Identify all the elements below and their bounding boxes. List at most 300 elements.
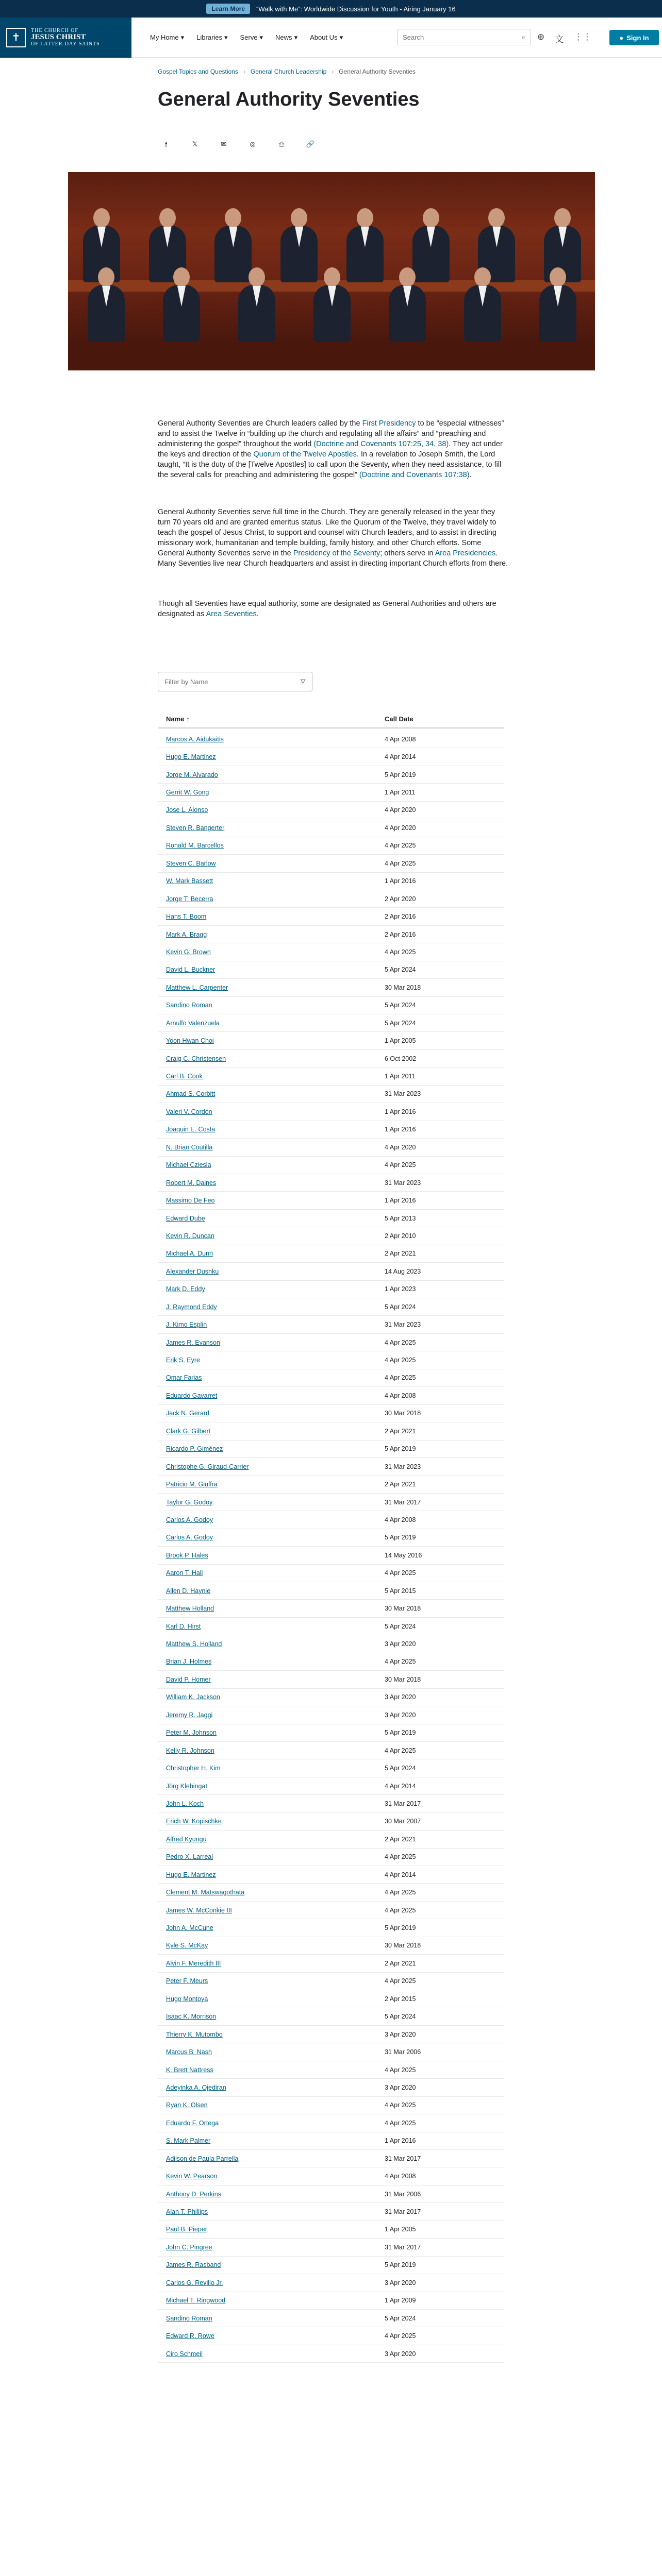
learn-more-button[interactable]: Learn More	[206, 4, 250, 14]
language-icon[interactable]: ⊕	[537, 32, 545, 42]
call-date: 4 Apr 2025	[385, 1747, 416, 1754]
table-row	[158, 1103, 504, 1121]
seventy-name-link[interactable]: W. Mark Bassett	[166, 877, 213, 885]
nav-links	[150, 33, 343, 42]
seventy-name-link[interactable]: Kevin W. Pearson	[166, 2173, 218, 2180]
seventy-name-link[interactable]: Alvin F. Meredith III	[166, 1959, 221, 1967]
table-row	[158, 1955, 504, 1972]
call-date: 4 Apr 2008	[385, 1516, 416, 1523]
nav-link-my-home[interactable]: My Home ▾	[150, 33, 185, 41]
top-navigation	[0, 18, 662, 58]
table-row	[158, 2327, 504, 2345]
table-row	[158, 1227, 504, 1245]
table-row	[158, 1990, 504, 2008]
search-input[interactable]: Search ⌕	[397, 29, 531, 45]
call-date: 4 Apr 2025	[385, 1161, 416, 1169]
call-date: 30 Mar 2018	[385, 1410, 421, 1417]
seventy-name-link[interactable]: Brook P. Hales	[166, 1551, 208, 1559]
print-icon[interactable]: ⎙	[278, 140, 285, 148]
table-row	[158, 979, 504, 996]
table-row	[158, 2257, 504, 2274]
seventy-name-link[interactable]: Jack N. Gerard	[166, 1410, 210, 1417]
search-icon[interactable]: ⌕	[521, 33, 525, 41]
table-row	[158, 943, 504, 961]
chevron-down-icon: ▾	[259, 33, 263, 41]
filter-by-name-input[interactable]: Filter by Name ⛛	[158, 672, 312, 691]
call-date: 1 Apr 2016	[385, 877, 416, 885]
seventy-name-link[interactable]: Alan T. Phillips	[166, 2208, 208, 2216]
table-row	[158, 1157, 504, 1174]
call-date: 2 Apr 2016	[385, 913, 416, 921]
breadcrumb: Gospel Topics and Questions › General Church Leadership › General Authority Seventies	[158, 68, 416, 75]
table-row	[158, 1334, 504, 1351]
table-row	[158, 961, 504, 979]
seventy-name-link[interactable]: Sandino Roman	[166, 2314, 212, 2322]
link-dc-107-25[interactable]: (Doctrine and Covenants 107:25, 34, 38)	[313, 440, 449, 448]
call-date: 3 Apr 2020	[385, 2279, 416, 2286]
nav-link-about-us[interactable]: About Us ▾	[310, 33, 343, 41]
seventy-name-link[interactable]: Hugo E. Martinez	[166, 753, 216, 761]
seventy-name-link[interactable]: Kelly R. Johnson	[166, 1747, 214, 1754]
seventy-name-link[interactable]: David P. Homer	[166, 1675, 211, 1683]
table-row	[158, 2008, 504, 2026]
call-date: 5 Apr 2013	[385, 1214, 416, 1222]
table-row	[158, 1795, 504, 1812]
call-date: 4 Apr 2025	[385, 2119, 416, 2127]
table-row	[158, 2203, 504, 2221]
page-title: General Authority Seventies	[158, 89, 420, 110]
seventies-table-body	[158, 731, 504, 2363]
seventy-name-link[interactable]: Yoon Hwan Choi	[166, 1037, 214, 1045]
seventy-name-link[interactable]: Eduardo Gavarret	[166, 1392, 218, 1399]
seventy-name-link[interactable]: Alexander Dushku	[166, 1267, 219, 1275]
call-date: 30 Mar 2018	[385, 1675, 421, 1683]
table-row	[158, 2043, 504, 2061]
table-row	[158, 1067, 504, 1085]
call-date: 4 Apr 2025	[385, 2102, 416, 2109]
call-date: 4 Apr 2008	[385, 1392, 416, 1399]
seventy-name-link[interactable]: Peter M. Johnson	[166, 1729, 217, 1737]
table-row	[158, 2221, 504, 2239]
breadcrumb-current: General Authority Seventies	[339, 68, 416, 75]
table-row	[158, 766, 504, 784]
seventy-name-link[interactable]: Thierry K. Mutombo	[166, 2030, 223, 2038]
link-presidency-of-seventy[interactable]: Presidency of the Seventy	[293, 549, 380, 557]
table-row	[158, 1281, 504, 1298]
seventy-name-link[interactable]: J. Kimo Esplin	[166, 1321, 207, 1329]
seventy-name-link[interactable]: Carlos A. Godoy	[166, 1516, 213, 1523]
call-date: 3 Apr 2020	[385, 1640, 416, 1648]
call-date: 2 Apr 2016	[385, 930, 416, 938]
seventy-name-link[interactable]: Brian J. Holmes	[166, 1658, 212, 1666]
call-date: 31 Mar 2023	[385, 1179, 421, 1187]
table-row	[158, 837, 504, 855]
call-date: 1 Apr 2011	[385, 1073, 416, 1080]
seventy-name-link[interactable]: Paul B. Pieper	[166, 2226, 207, 2233]
nav-link-libraries[interactable]: Libraries ▾	[196, 33, 228, 41]
table-row	[158, 1724, 504, 1742]
table-row	[158, 2167, 504, 2185]
seventy-name-link[interactable]: Marcos A. Aidukaitis	[166, 735, 224, 743]
call-date: 2 Apr 2021	[385, 1835, 416, 1843]
link-area-presidencies[interactable]: Area Presidencies	[435, 549, 496, 557]
call-date: 4 Apr 2025	[385, 2332, 416, 2340]
call-date: 4 Apr 2025	[385, 1338, 416, 1346]
table-row	[158, 1511, 504, 1529]
chevron-down-icon: ▾	[180, 33, 185, 41]
link-dc-107-38[interactable]: (Doctrine and Covenants 107:38)	[359, 471, 470, 479]
call-date: 3 Apr 2020	[385, 2350, 416, 2358]
seventy-name-link[interactable]: Steven C. Barlow	[166, 859, 216, 867]
seventy-name-link[interactable]: Christopher H. Kim	[166, 1765, 221, 1772]
seventy-name-link[interactable]: Marcus B. Nash	[166, 2048, 212, 2056]
seventy-name-link[interactable]: Ciro Schmeil	[166, 2350, 203, 2358]
call-date: 4 Apr 2014	[385, 1782, 416, 1790]
seventy-name-link[interactable]: Clement M. Matswagothata	[166, 1889, 245, 1896]
table-row	[158, 784, 504, 801]
seventy-name-link[interactable]: Adilson de Paula Parrella	[166, 2155, 239, 2162]
seventy-name-link[interactable]: Christophe G. Giraud-Carrier	[166, 1463, 249, 1470]
table-row	[158, 1494, 504, 1511]
table-row	[158, 2114, 504, 2132]
seventy-name-link[interactable]: Edward Dube	[166, 1214, 205, 1222]
table-row	[158, 1174, 504, 1192]
seventy-name-link[interactable]: Hugo Montoya	[166, 1995, 208, 2003]
seventy-name-link[interactable]: Mark A. Bragg	[166, 930, 207, 938]
seventy-name-link[interactable]: Ricardo P. Giménez	[166, 1445, 223, 1453]
call-date: 3 Apr 2020	[385, 1711, 416, 1719]
call-date: 30 Mar 2018	[385, 984, 421, 991]
filter-funnel-icon[interactable]: ⛛	[300, 677, 306, 685]
seventy-name-link[interactable]: S. Mark Palmer	[166, 2137, 211, 2145]
call-date: 4 Apr 2025	[385, 1889, 416, 1896]
seventy-name-link[interactable]: Robert M. Daines	[166, 1179, 217, 1187]
announcement-banner	[0, 0, 662, 18]
mail-icon[interactable]: ✉	[221, 140, 227, 148]
facebook-icon[interactable]: f	[165, 140, 167, 148]
seventy-name-link[interactable]: Joaquin E. Costa	[166, 1126, 216, 1133]
seventy-name-link[interactable]: John A. McCune	[166, 1924, 213, 1932]
table-row	[158, 2345, 504, 2363]
table-row	[158, 2310, 504, 2327]
banner-text[interactable]: “Walk with Me”: Worldwide Discussion for Youth - Airing January 16	[256, 5, 456, 13]
call-date: 31 Mar 2006	[385, 2048, 421, 2056]
table-header	[158, 710, 504, 728]
call-date: 4 Apr 2025	[385, 948, 416, 956]
column-header-call-date: Call Date	[385, 715, 413, 723]
table-row	[158, 1653, 504, 1671]
call-date: 4 Apr 2025	[385, 1658, 416, 1666]
call-date: 4 Apr 2025	[385, 2066, 416, 2074]
table-row	[158, 1440, 504, 1458]
seventy-name-link[interactable]: Craig C. Christensen	[166, 1055, 226, 1062]
call-date: 5 Apr 2019	[385, 771, 416, 778]
seventy-name-link[interactable]: Ahmad S. Corbitt	[166, 1090, 216, 1098]
seventy-name-link[interactable]: Carl B. Cook	[166, 1073, 203, 1080]
table-row	[158, 1937, 504, 1955]
table-row	[158, 1866, 504, 1884]
table-row	[158, 2079, 504, 2096]
call-date: 1 Apr 2005	[385, 1037, 416, 1045]
call-date: 2 Apr 2015	[385, 1995, 416, 2003]
seventy-name-link[interactable]: Jeremy R. Jaggi	[166, 1711, 213, 1719]
call-date: 4 Apr 2025	[385, 1853, 416, 1861]
call-date: 1 Apr 2005	[385, 2226, 416, 2233]
logo-text-main: JESUS CHRIST	[31, 33, 86, 41]
seventy-name-link[interactable]: Kevin G. Brown	[166, 948, 211, 956]
call-date: 31 Mar 2017	[385, 2208, 421, 2216]
seventy-name-link[interactable]: Clark G. Gilbert	[166, 1427, 211, 1435]
seventy-name-link[interactable]: Jorge T. Becerra	[166, 895, 213, 903]
table-row	[158, 2185, 504, 2203]
table-row	[158, 2097, 504, 2114]
seventy-name-link[interactable]: Taylor G. Godoy	[166, 1498, 213, 1506]
seventy-name-link[interactable]: Ryan K. Olsen	[166, 2102, 208, 2109]
table-row	[158, 1405, 504, 1422]
seventy-name-link[interactable]: Adeyinka A. Ojediran	[166, 2083, 226, 2091]
call-date: 1 Apr 2016	[385, 1108, 416, 1115]
whatsapp-icon[interactable]: ◎	[250, 140, 256, 148]
table-row	[158, 1884, 504, 1901]
seventy-name-link[interactable]: Carlos G. Revillo Jr.	[166, 2279, 223, 2286]
call-date: 5 Apr 2024	[385, 1019, 416, 1027]
seventy-name-link[interactable]: Jose L. Alonso	[166, 806, 208, 814]
seventy-name-link[interactable]: John C. Pingree	[166, 2243, 212, 2251]
call-date: 31 Mar 2023	[385, 1090, 421, 1098]
table-row	[158, 908, 504, 925]
call-date: 3 Apr 2020	[385, 2083, 416, 2091]
translate-icon[interactable]: 文	[555, 35, 564, 44]
call-date: 5 Apr 2015	[385, 1587, 416, 1595]
link-area-seventies[interactable]: Area Seventies	[206, 610, 257, 618]
table-row	[158, 1476, 504, 1493]
seventy-name-link[interactable]: Jörg Klebingat	[166, 1782, 207, 1790]
table-row	[158, 2274, 504, 2292]
call-date: 14 May 2016	[385, 1551, 422, 1559]
call-date: 4 Apr 2020	[385, 1143, 416, 1151]
seventy-name-link[interactable]: N. Brian Coutilla	[166, 1143, 213, 1151]
table-row	[158, 1050, 504, 1067]
seventy-name-link[interactable]: Hugo E. Martinez	[166, 1871, 216, 1878]
seventy-name-link[interactable]: Erich W. Kopischke	[166, 1818, 222, 1825]
breadcrumb-gospel-topics[interactable]: Gospel Topics and Questions	[158, 68, 238, 75]
seventy-name-link[interactable]: Sandino Roman	[166, 1002, 212, 1009]
seventy-name-link[interactable]: Kyle S. McKay	[166, 1942, 208, 1950]
call-date: 2 Apr 2021	[385, 1959, 416, 1967]
call-date: 2 Apr 2021	[385, 1481, 416, 1488]
call-date: 1 Apr 2009	[385, 2297, 416, 2304]
call-date: 5 Apr 2019	[385, 2261, 416, 2269]
seventy-name-link[interactable]: Ronald M. Barcellos	[166, 842, 224, 850]
table-row	[158, 873, 504, 890]
seventy-name-link[interactable]: Allen D. Haynie	[166, 1587, 211, 1595]
table-row	[158, 1777, 504, 1795]
table-row	[158, 748, 504, 766]
table-row	[158, 1919, 504, 1937]
table-row	[158, 802, 504, 819]
seventy-name-link[interactable]: James W. McConkie III	[166, 1906, 232, 1914]
seventy-name-link[interactable]: Kevin R. Duncan	[166, 1232, 214, 1240]
seventy-name-link[interactable]: Anthony D. Perkins	[166, 2190, 221, 2198]
call-date: 1 Apr 2016	[385, 1126, 416, 1133]
seventy-name-link[interactable]: Alfred Kyungu	[166, 1835, 207, 1843]
seventy-name-link[interactable]: James R. Evanson	[166, 1338, 220, 1346]
call-date: 30 Mar 2007	[385, 1818, 421, 1825]
table-row	[158, 1422, 504, 1440]
call-date: 4 Apr 2025	[385, 1569, 416, 1577]
call-date: 31 Mar 2023	[385, 1321, 421, 1329]
seventy-name-link[interactable]: Erik S. Eyre	[166, 1357, 200, 1364]
table-row	[158, 1813, 504, 1831]
call-date: 5 Apr 2024	[385, 2314, 416, 2322]
table-row	[158, 1849, 504, 1866]
table-row	[158, 1369, 504, 1387]
table-row	[158, 1192, 504, 1209]
x-icon[interactable]: 𝕏	[192, 140, 198, 148]
call-date: 4 Apr 2025	[385, 1374, 416, 1382]
call-date: 4 Apr 2025	[385, 859, 416, 867]
seventy-name-link[interactable]: Carlos A. Godoy	[166, 1534, 213, 1541]
call-date: 4 Apr 2025	[385, 1357, 416, 1364]
call-date: 1 Apr 2016	[385, 1197, 416, 1205]
nav-link-news[interactable]: News ▾	[275, 33, 298, 41]
call-date: 31 Mar 2023	[385, 1463, 421, 1470]
call-date: 6 Oct 2002	[385, 1055, 417, 1062]
table-row	[158, 1742, 504, 1759]
table-row	[158, 1316, 504, 1333]
call-date: 4 Apr 2025	[385, 1906, 416, 1914]
seventy-name-link[interactable]: Omar Farias	[166, 1374, 202, 1382]
table-row	[158, 731, 504, 748]
table-row	[158, 2239, 504, 2256]
user-icon: ●	[619, 33, 624, 42]
sign-in-button[interactable]: ● Sign In	[609, 30, 659, 45]
seventy-name-link[interactable]: Gerrit W. Gong	[166, 789, 209, 796]
table-row	[158, 1902, 504, 1919]
call-date: 4 Apr 2008	[385, 2173, 416, 2180]
table-row	[158, 819, 504, 837]
seventy-name-link[interactable]: Matthew L. Carpenter	[166, 984, 228, 991]
seventy-name-link[interactable]: J. Raymond Eddy	[166, 1303, 217, 1311]
seventy-name-link[interactable]: Patricio M. Giuffra	[166, 1481, 218, 1488]
link-quorum-of-twelve[interactable]: Quorum of the Twelve Apostles	[253, 450, 357, 459]
church-logo[interactable]	[0, 18, 131, 58]
table-row	[158, 1831, 504, 1848]
seventy-name-link[interactable]: Michael Cziesla	[166, 1161, 211, 1169]
table-row	[158, 890, 504, 908]
seventy-name-link[interactable]: Massimo De Feo	[166, 1197, 215, 1205]
table-row	[158, 1635, 504, 1653]
seventy-name-link[interactable]: John L. Koch	[166, 1800, 204, 1807]
intro-paragraph-1: General Authority Seventies are Church leaders called by the First Presidency to be “especial witnesses” and to assist the Twelve in “building up the church and regulating all the affairs” and “preaching and administering the gospel” throughout the world (Doctrine and Covenants 107:25, 34, 38). They act under the keys and direction of the Quorum of the Twelve Apostles. In a revelation to Joseph Smith, the Lord taught, “It is the duty of the [Twelve Apostles] to call upon the Seventy, when they need assistance, to fill the several calls for preaching and administering the gospel” (Doctrine and Covenants 107:38).	[158, 419, 504, 479]
table-row	[158, 1706, 504, 1724]
table-row	[158, 1298, 504, 1316]
call-date: 3 Apr 2020	[385, 1693, 416, 1701]
seventy-name-link[interactable]: Michael T. Ringwood	[166, 2297, 226, 2304]
call-date: 2 Apr 2010	[385, 1232, 416, 1240]
call-date: 4 Apr 2025	[385, 1977, 416, 1985]
seventy-name-link[interactable]: Michael A. Dunn	[166, 1250, 213, 1258]
call-date: 3 Apr 2020	[385, 2030, 416, 2038]
call-date: 31 Mar 2017	[385, 1800, 421, 1807]
table-row	[158, 1121, 504, 1139]
table-row	[158, 1529, 504, 1547]
chevron-down-icon: ▾	[224, 33, 228, 41]
breadcrumb-general-church-leadership[interactable]: General Church Leadership	[250, 68, 327, 75]
seventy-name-link[interactable]: Aaron T. Hall	[166, 1569, 203, 1577]
seventy-name-link[interactable]: Isaac K. Morrison	[166, 2013, 217, 2021]
call-date: 31 Mar 2017	[385, 1498, 421, 1506]
intro-paragraph-3: Though all Seventies have equal authority, some are designated as General Authorities and others are designated as Area Seventies.	[158, 600, 496, 618]
seventy-name-link[interactable]: James R. Rasband	[166, 2261, 221, 2269]
seventy-name-link[interactable]: Eduardo F. Ortega	[166, 2119, 219, 2127]
table-row	[158, 1086, 504, 1103]
call-date: 5 Apr 2024	[385, 1622, 416, 1630]
nav-link-serve[interactable]: Serve ▾	[240, 33, 263, 41]
seventy-name-link[interactable]: K. Brett Nattress	[166, 2066, 213, 2074]
table-row	[158, 1600, 504, 1617]
table-row	[158, 855, 504, 872]
call-date: 5 Apr 2019	[385, 1924, 416, 1932]
table-row	[158, 1387, 504, 1404]
call-date: 31 Mar 2006	[385, 2190, 421, 2198]
call-date: 4 Apr 2008	[385, 735, 416, 743]
call-date: 4 Apr 2014	[385, 753, 416, 761]
seventy-name-link[interactable]: Arnulfo Valenzuela	[166, 1019, 220, 1027]
table-row	[158, 1973, 504, 1990]
call-date: 1 Apr 2016	[385, 2137, 416, 2145]
table-row	[158, 1547, 504, 1564]
call-date: 5 Apr 2024	[385, 966, 416, 974]
call-date: 2 Apr 2020	[385, 895, 416, 903]
share-bar	[160, 138, 317, 150]
seventy-name-link[interactable]: Hans T. Boom	[166, 913, 207, 921]
seventy-name-link[interactable]: Valeri V. Cordón	[166, 1108, 212, 1115]
seventy-name-link[interactable]: Karl D. Hirst	[166, 1622, 201, 1630]
call-date: 31 Mar 2017	[385, 2243, 421, 2251]
hero-image-seventies-seated	[68, 172, 595, 370]
seventy-name-link[interactable]: Matthew Holland	[166, 1605, 214, 1613]
seventy-name-link[interactable]: Jorge M. Alvarado	[166, 771, 218, 778]
table-row	[158, 1671, 504, 1688]
seventy-name-link[interactable]: David L. Buckner	[166, 966, 216, 974]
intro-paragraph-2: General Authority Seventies serve full time in the Church. They are generally released in the year they turn 70 years old and are granted emeritus status. Like the Quorum of the Twelve, they travel widely to teach the gospel of Jesus Christ, to support and counsel with Church leaders, and to assist in directing missionary work, humanitarian and temple building, family history, and other Church efforts. Some General Authority Seventies serve in the Presidency of the Seventy; others serve in Area Presidencies. Many Seventies live near Church headquarters and assist in directing important Church efforts from there.	[158, 508, 508, 568]
seventy-name-link[interactable]: Pedro X. Larreal	[166, 1853, 213, 1861]
apps-grid-icon[interactable]: ⋮⋮	[574, 32, 592, 42]
table-row	[158, 1263, 504, 1280]
seventy-name-link[interactable]: Edward R. Rowe	[166, 2332, 214, 2340]
link-icon[interactable]: 🔗	[306, 140, 315, 148]
call-date: 5 Apr 2024	[385, 1303, 416, 1311]
call-date: 14 Aug 2023	[385, 1267, 421, 1275]
logo-text-top: THE CHURCH OF	[31, 28, 78, 33]
seventy-name-link[interactable]: William K. Jackson	[166, 1693, 220, 1701]
seventy-name-link[interactable]: Mark D. Eddy	[166, 1285, 205, 1293]
table-row	[158, 1139, 504, 1156]
seventy-name-link[interactable]: Peter F. Meurs	[166, 1977, 208, 1985]
logo-text-bottom: OF LATTER-DAY SAINTS	[31, 41, 100, 47]
link-first-presidency[interactable]: First Presidency	[362, 419, 416, 428]
call-date: 31 Mar 2017	[385, 2155, 421, 2162]
table-row	[158, 1245, 504, 1263]
call-date: 2 Apr 2021	[385, 1427, 416, 1435]
table-row	[158, 1759, 504, 1777]
table-row	[158, 1458, 504, 1476]
seventy-name-link[interactable]: Steven R. Bangerter	[166, 824, 225, 832]
call-date: 1 Apr 2023	[385, 1285, 416, 1293]
seventy-name-link[interactable]: Matthew S. Holland	[166, 1640, 222, 1648]
column-header-name[interactable]: Name ↑	[166, 715, 190, 723]
